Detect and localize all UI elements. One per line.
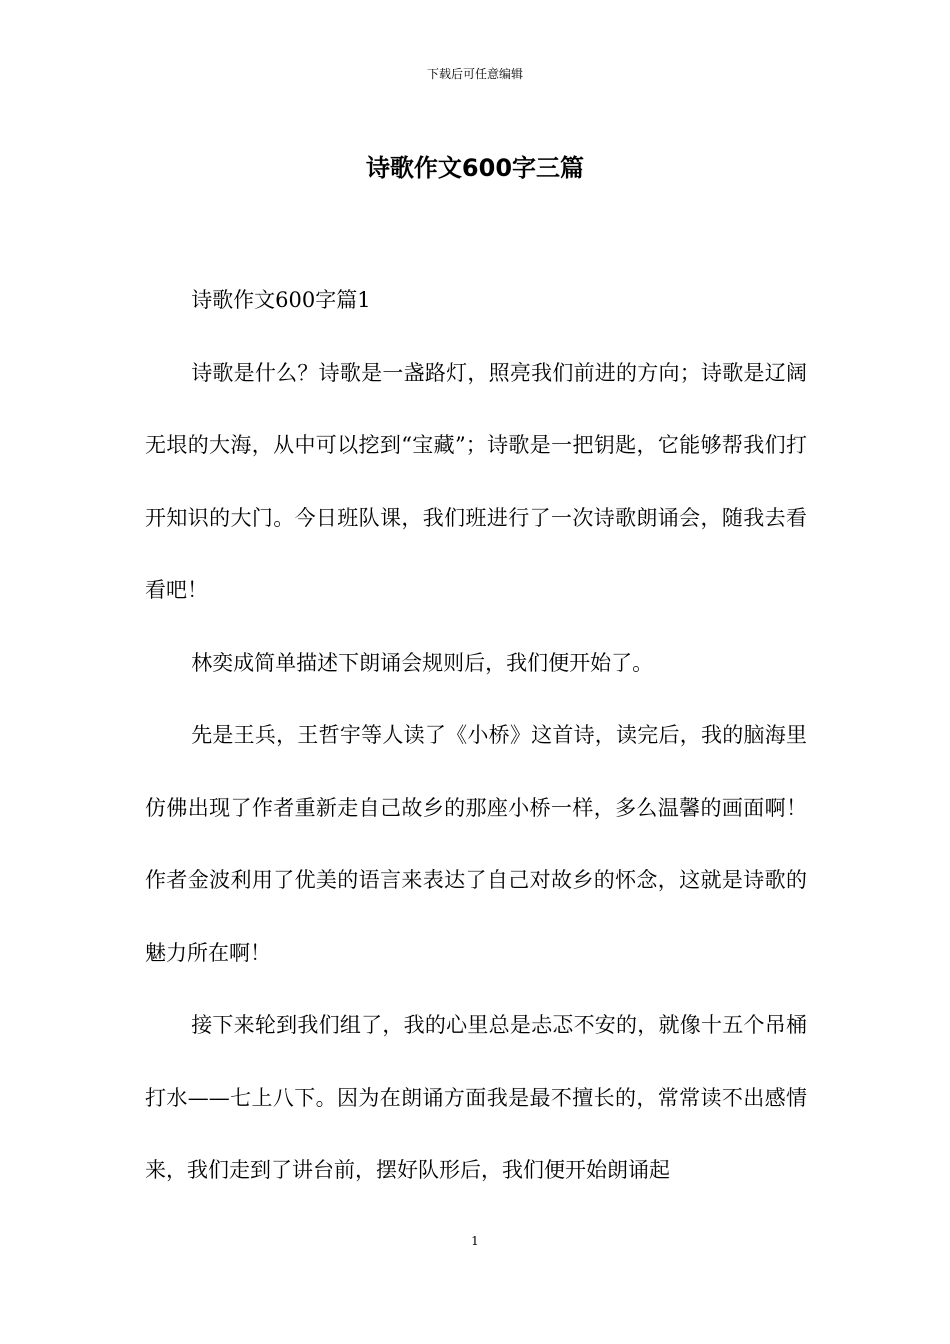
paragraph-4: 接下来轮到我们组了，我的心里总是忐忑不安的，就像十五个吊桶打水——七上八下。因为在朗诵方面我是最不擅长的，常常读不出感情来，我们走到了讲台前，摆好队形后，我们便开始朗诵起 (145, 1013, 807, 1182)
paragraph-1: 诗歌是什么？诗歌是一盏路灯，照亮我们前进的方向；诗歌是辽阔无垠的大海，从中可以挖到“宝藏”；诗歌是一把钥匙，它能够帮我们打开知识的大门。今日班队课，我们班进行了一次诗歌朗诵会，随我去看看吧！ (145, 360, 807, 602)
paragraph-2: 林奕成简单描述下朗诵会规则后，我们便开始了。 (191, 650, 654, 675)
document-body (145, 264, 807, 1207)
page-title: 诗歌作文600字三篇 (365, 154, 585, 182)
paragraph-3: 先是王兵，王哲宇等人读了《小桥》这首诗，读完后，我的脑海里仿佛出现了作者重新走自己故乡的那座小桥一样，多么温馨的画面啊！作者金波利用了优美的语言来表达了自己对故乡的怀念，这就是诗歌的魅力所在啊！ (145, 723, 807, 965)
page-number: 1 (471, 1234, 479, 1248)
section-heading: 诗歌作文600字篇1 (191, 288, 371, 312)
header-note: 下载后可任意编辑 (426, 67, 523, 81)
